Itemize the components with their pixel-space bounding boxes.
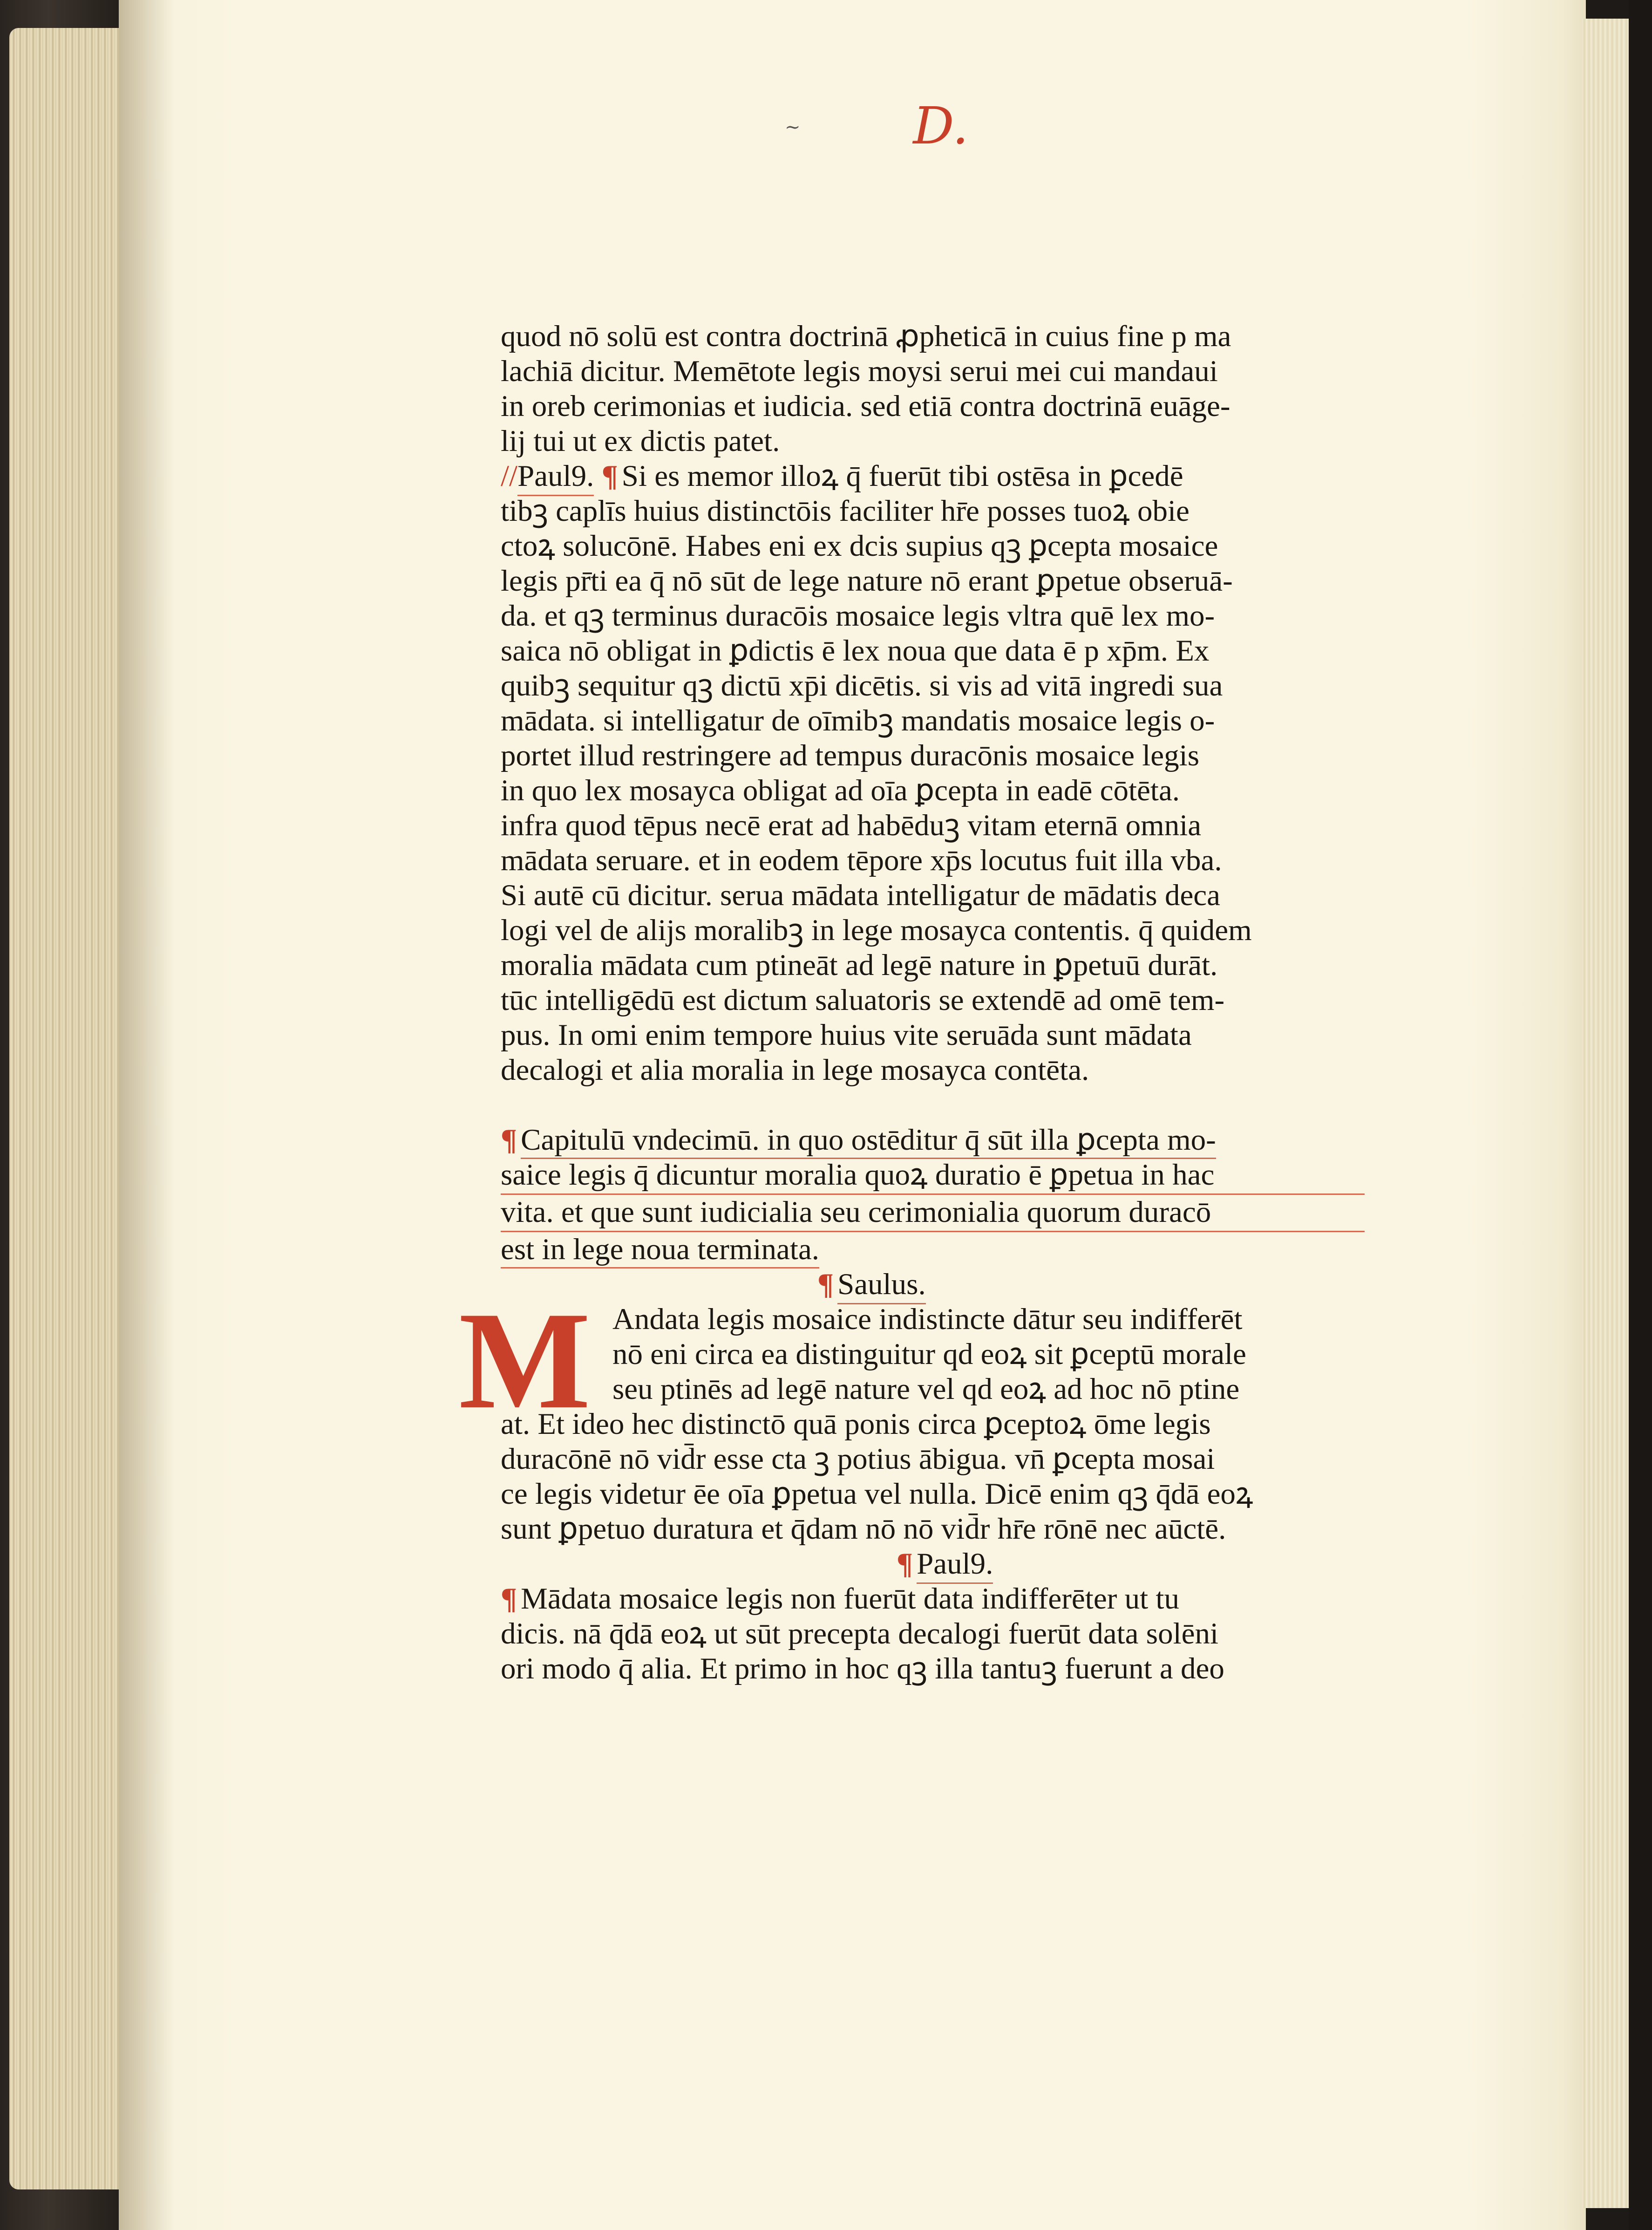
signature-mark: D. xyxy=(913,96,969,156)
text-line: portet illud restringere ad tempus duracōnis mosaice legis xyxy=(501,739,1199,772)
pilcrow-icon: ¶ xyxy=(601,459,618,493)
text-line: quod nō solū est contra doctrinā ꝓpheticā in cuius fine p ma xyxy=(501,320,1231,353)
speaker-line-paulus xyxy=(501,459,1365,494)
text-line: lij tui ut ex dictis patet. xyxy=(501,424,780,458)
pilcrow-icon: ¶ xyxy=(501,1123,517,1157)
text-line: legis pr̄ti ea q̄ nō sūt de lege nature nō erant ꝑpetue obseruā- xyxy=(501,564,1233,598)
chapter-heading-line: saice legis q̄ dicuntur moralia quoꝝ duratio ē ꝑpetua in hac xyxy=(501,1158,1365,1195)
text-line: decalogi et alia moralia in lege mosayca contēta. xyxy=(501,1053,1089,1087)
book-cover-right xyxy=(1629,0,1652,2230)
text-line: ce legis videtur ēe oīa ꝑpetua vel nulla. Dicē enim qꝫ q̄dā eoꝝ xyxy=(501,1477,1253,1511)
text-line: in oreb cerimonias et iudicia. sed etiā contra doctrinā euāge- xyxy=(501,389,1231,423)
text-line: ctoꝝ solucōnē. Habes eni ex dcis supius qꝫ ꝑcepta mosaice xyxy=(501,529,1218,563)
text-line: mādata. si intelligatur de oīmibꝫ mandatis mosaice legis o- xyxy=(501,704,1215,737)
chapter-heading-line: vita. et que sunt iudicialia seu cerimonialia quorum duracō xyxy=(501,1195,1365,1232)
pilcrow-icon: ¶ xyxy=(897,1547,913,1581)
text-line: dicis. nā q̄dā eoꝝ ut sūt precepta decalogi fuerūt data solēni xyxy=(501,1617,1219,1650)
chapter-heading-text: Capitulū vndecimū. in quo ostēditur q̄ sūt illa ꝑcepta mo- xyxy=(521,1123,1216,1159)
text-line: saica nō obligat in ꝑdictis ē lex noua que data ē p xp̄m. Ex xyxy=(501,634,1210,668)
chapter-heading-line xyxy=(501,1232,1365,1267)
speaker-label-saulus: Saulus. xyxy=(837,1267,926,1304)
text-line xyxy=(501,1582,1365,1616)
text-line: infra quod tēpus necē erat ad habēduꝫ vitam eternā omnia xyxy=(501,809,1202,842)
main-text-block xyxy=(459,319,1365,1686)
paragraph-gap xyxy=(501,1088,1365,1123)
page-edges-left xyxy=(9,28,121,2189)
text-line: ori modo q̄ alia. Et primo in hoc qꝫ illa tantuꝫ fuerunt a deo xyxy=(501,1652,1224,1685)
text-line: tibꝫ caplīs huius distinctōis faciliter hr̄e posses tuoꝝ obie xyxy=(501,494,1190,528)
text-line: seu ptinēs ad legē nature vel qd eoꝝ ad hoc nō ptine xyxy=(612,1372,1240,1406)
text-line: moralia mādata cum ptineāt ad legē nature in ꝑpetuū durāt. xyxy=(501,948,1218,982)
decorated-initial: M xyxy=(459,1283,591,1438)
text-line: Si es memor illoꝝ q̄ fuerūt tibi ostēsa in ꝑcedē xyxy=(621,459,1183,493)
text-line: quibꝫ sequitur qꝫ dictū xp̄i dicētis. si vis ad vitā ingredi sua xyxy=(501,669,1223,702)
text-line: Andata legis mosaice indistincte dātur seu indifferēt xyxy=(612,1303,1243,1336)
chapter-heading-text: est in lege noua terminata. xyxy=(501,1233,819,1268)
ink-mark: ~ xyxy=(785,116,801,138)
text-line-content: Mādata mosaice legis non fuerūt data indifferēter ut tu xyxy=(521,1582,1179,1616)
gutter-shadow xyxy=(119,0,175,2230)
chapter-heading-line xyxy=(501,1123,1365,1158)
marker-icon: // xyxy=(501,459,518,493)
speaker-label-paulus: Paul9. xyxy=(917,1547,993,1584)
pilcrow-icon: ¶ xyxy=(501,1582,517,1616)
text-line: Si autē cū dicitur. serua mādata intelligatur de mādatis deca xyxy=(501,879,1220,912)
text-line: mādata seruare. et in eodem tēpore xp̄s locutus fuit illa vba. xyxy=(501,844,1222,877)
speaker-line-paulus xyxy=(501,1547,1365,1582)
speaker-label-paulus: Paul9. xyxy=(517,459,594,496)
text-line: nō eni circa ea distinguitur qd eoꝝ sit ꝑceptū morale xyxy=(612,1337,1246,1371)
text-line: da. et qꝫ terminus duracōis mosaice legis vltra quē lex mo- xyxy=(501,599,1215,633)
text-line: pus. In omi enim tempore huius vite seruāda sunt mādata xyxy=(501,1018,1192,1052)
speaker-line-saulus xyxy=(501,1267,1365,1302)
text-line: duracōnē nō vid̄r esse cta ꝫ potius ābigua. vn̄ ꝑcepta mosai xyxy=(501,1442,1215,1476)
text-line: in quo lex mosayca obligat ad oīa ꝑcepta in eadē cōtēta. xyxy=(501,774,1180,807)
text-line: sunt ꝑpetuo duratura et q̄dam nō nō vid̄r hr̄e rōnē nec aūctē. xyxy=(501,1512,1226,1546)
text-line: tūc intelligēdū est dictum saluatoris se extendē ad omē tem- xyxy=(501,983,1225,1017)
text-line: logi vel de alijs moralibꝫ in lege mosayca contentis. q̄ quidem xyxy=(501,914,1252,947)
pilcrow-icon: ¶ xyxy=(817,1268,834,1301)
text-line: at. Et ideo hec distinctō quā ponis circa ꝑceptoꝝ ōme legis xyxy=(501,1407,1211,1441)
text-line: lachiā dicitur. Memētote legis moysi serui mei cui mandaui xyxy=(501,355,1218,388)
